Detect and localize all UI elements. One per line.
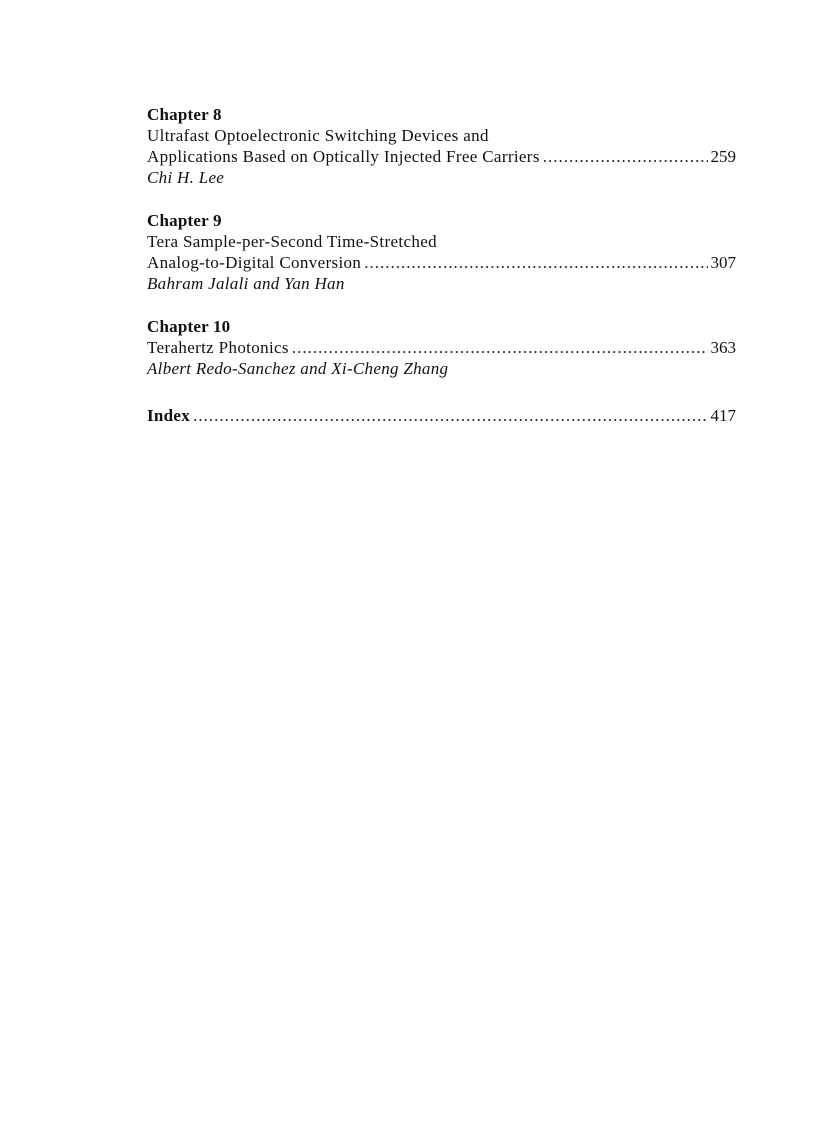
chapter-title-line: Analog-to-Digital Conversion xyxy=(147,253,362,272)
chapter-author: Albert Redo-Sanchez and Xi-Cheng Zhang xyxy=(147,359,449,378)
page-number: 307 xyxy=(710,253,736,272)
dot-leader xyxy=(543,146,708,167)
dot-leader xyxy=(193,405,707,426)
toc-entry-chapter-8[interactable] xyxy=(147,104,736,188)
chapter-heading: Chapter 10 xyxy=(147,317,231,336)
chapter-heading: Chapter 8 xyxy=(147,105,222,124)
chapter-title-line: Applications Based on Optically Injected Free Carriers xyxy=(147,147,540,166)
chapter-author: Chi H. Lee xyxy=(147,168,225,187)
index-leader-line xyxy=(147,405,736,426)
page-number: 259 xyxy=(710,147,736,166)
dot-leader xyxy=(292,337,708,358)
page-number: 417 xyxy=(710,406,736,425)
dot-leader xyxy=(364,252,707,273)
chapter-title-line: Ultrafast Optoelectronic Switching Devices and xyxy=(147,126,489,145)
page-number: 363 xyxy=(710,338,736,357)
toc-entry-chapter-9[interactable] xyxy=(147,210,736,294)
chapter-title-line: Terahertz Photonics xyxy=(147,338,289,357)
chapter-title-leader-line xyxy=(147,252,736,273)
chapter-title-leader-line xyxy=(147,146,736,167)
chapter-title-line: Tera Sample-per-Second Time-Stretched xyxy=(147,232,437,251)
chapter-author: Bahram Jalali and Yan Han xyxy=(147,274,345,293)
table-of-contents xyxy=(147,104,736,448)
toc-entry-index[interactable] xyxy=(147,405,736,426)
chapter-heading: Chapter 9 xyxy=(147,211,222,230)
toc-entry-chapter-10[interactable] xyxy=(147,316,736,379)
index-label: Index xyxy=(147,406,191,425)
chapter-title-leader-line xyxy=(147,337,736,358)
